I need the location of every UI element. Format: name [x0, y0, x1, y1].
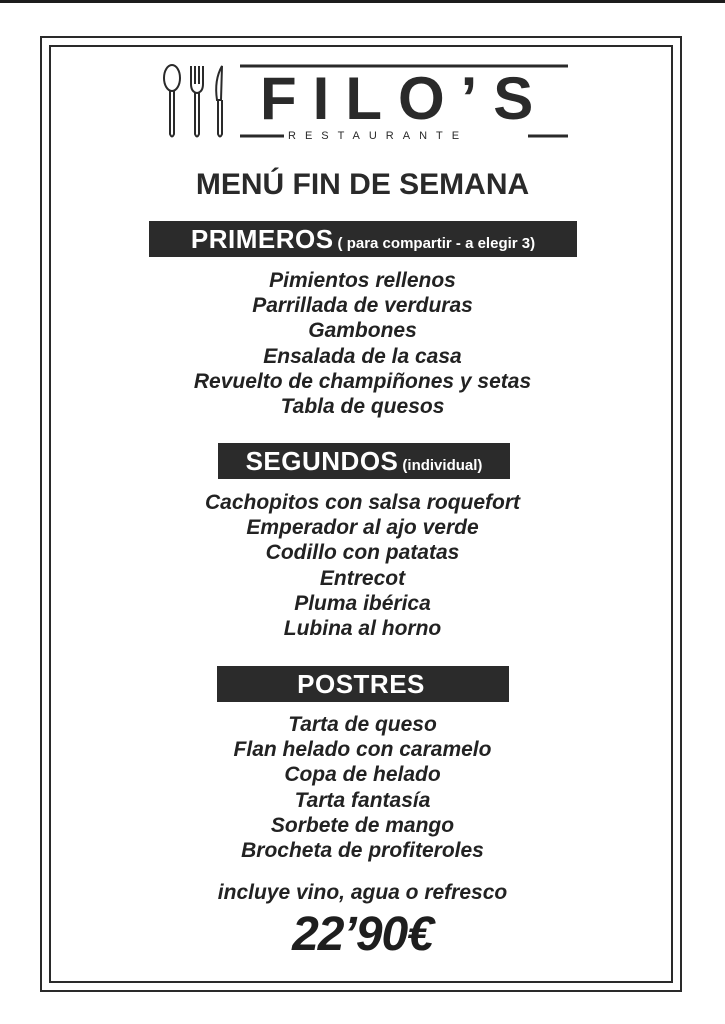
- section-note: (individual): [402, 457, 483, 474]
- list-item: Pluma ibérica: [294, 591, 431, 615]
- list-item: Emperador al ajo verde: [246, 516, 479, 540]
- list-item: Parrillada de verduras: [252, 294, 473, 318]
- section-header-segundos: [218, 443, 510, 479]
- list-item: Flan helado con caramelo: [233, 738, 492, 762]
- section-title: PRIMEROS: [190, 224, 334, 254]
- list-item: Ensalada de la casa: [263, 344, 462, 368]
- list-item: Revuelto de champiñones y setas: [193, 369, 532, 393]
- section-header-postres: [217, 666, 509, 702]
- list-item: Lubina al horno: [283, 617, 442, 641]
- list-item: Pimientos rellenos: [269, 269, 456, 292]
- includes-note: incluye vino, agua o refresco: [217, 881, 508, 904]
- list-item: Tarta fantasía: [294, 788, 431, 812]
- section-note: ( para compartir - a elegir 3): [337, 235, 536, 252]
- menu-price: 22’90€: [292, 908, 433, 961]
- section-title: POSTRES: [297, 669, 425, 699]
- menu-title: MENÚ FIN DE SEMANA: [195, 168, 530, 201]
- list-item: Tabla de quesos: [280, 395, 445, 419]
- top-edge-rule: [0, 0, 725, 3]
- list-item: Codillo con patatas: [265, 541, 460, 565]
- list-item: Gambones: [308, 319, 417, 343]
- postres-list: [0, 712, 725, 863]
- list-item: Cachopitos con salsa roquefort: [204, 491, 521, 514]
- list-item: Copa de helado: [284, 763, 441, 787]
- section-header-primeros: [149, 221, 577, 257]
- list-item: Tarta de queso: [288, 713, 437, 736]
- primeros-list: [0, 268, 725, 419]
- section-title: SEGUNDOS: [245, 446, 399, 476]
- brand-subtitle: RESTAURANTE: [288, 130, 469, 142]
- knife-icon: [216, 66, 222, 137]
- fork-icon: [191, 66, 203, 137]
- segundos-list: [0, 490, 725, 641]
- list-item: Brocheta de profiteroles: [241, 839, 484, 863]
- spoon-icon: [164, 65, 180, 137]
- brand-name: FILO’S: [260, 65, 550, 132]
- list-item: Sorbete de mango: [270, 813, 455, 837]
- list-item: Entrecot: [319, 566, 406, 590]
